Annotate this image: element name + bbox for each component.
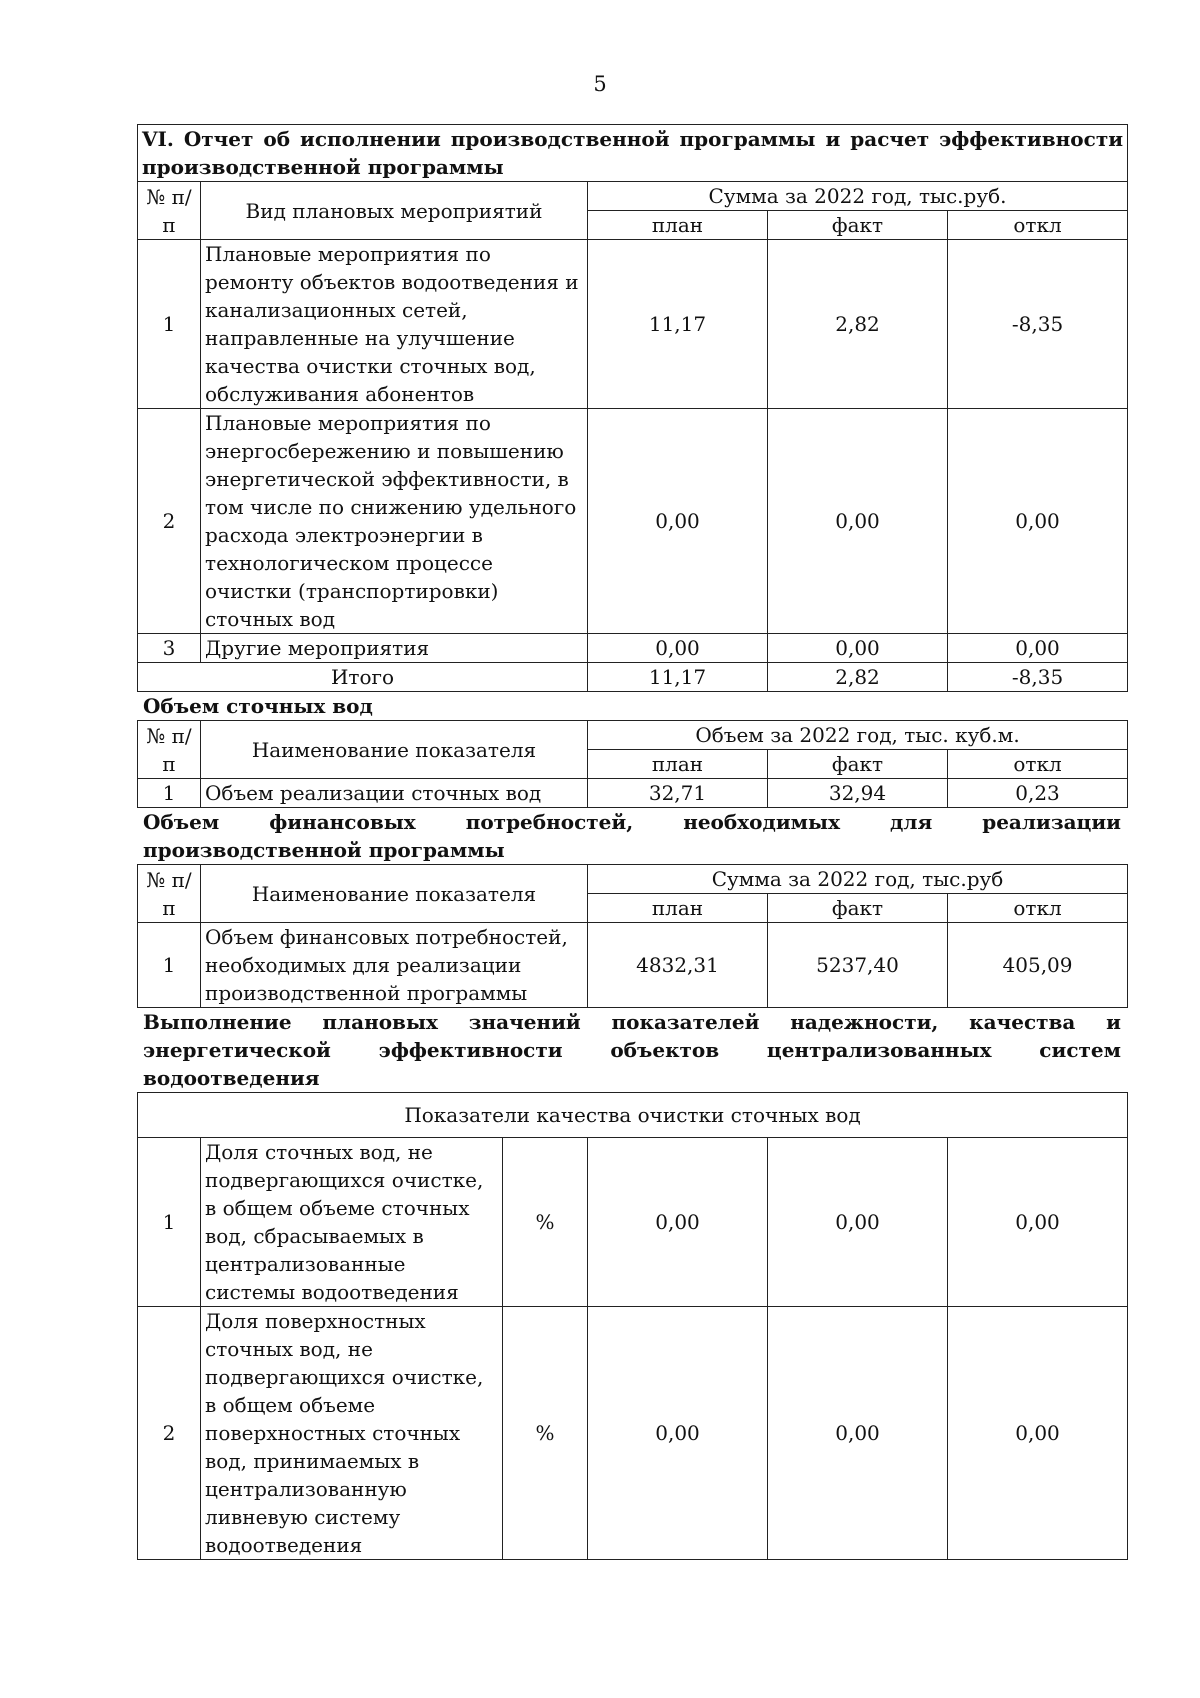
row-deviation: 0,00	[948, 1138, 1128, 1307]
header-fact: факт	[768, 750, 948, 779]
header-number: № п/п	[138, 182, 201, 240]
row-number: 1	[138, 923, 201, 1008]
row-number: 1	[138, 779, 201, 808]
row-plan: 0,00	[588, 409, 768, 634]
row-plan: 0,00	[588, 1138, 768, 1307]
row-name: Объем реализации сточных вод	[201, 779, 588, 808]
header-sum: Сумма за 2022 год, тыс.руб.	[588, 182, 1128, 211]
row-fact: 5237,40	[768, 923, 948, 1008]
row-fact: 0,00	[768, 1307, 948, 1560]
row-plan: 11,17	[588, 240, 768, 409]
header-plan: план	[588, 750, 768, 779]
table-row	[138, 923, 1128, 1008]
row-name: Другие мероприятия	[201, 634, 588, 663]
header-fact: факт	[768, 211, 948, 240]
header-indicator: Наименование показателя	[201, 721, 588, 779]
total-label: Итого	[138, 663, 588, 692]
header-deviation: откл	[948, 211, 1128, 240]
row-deviation: 405,09	[948, 923, 1128, 1008]
total-deviation: -8,35	[948, 663, 1128, 692]
header-fact: факт	[768, 894, 948, 923]
header-number: № п/п	[138, 865, 201, 923]
row-name: Доля сточных вод, не подвергающихся очистке, в общем объеме сточных вод, сбрасываемых в централизованные системы водоотведения	[201, 1138, 503, 1307]
row-number: 1	[138, 240, 201, 409]
row-unit: %	[503, 1307, 588, 1560]
page-number: 5	[593, 72, 607, 96]
row-fact: 0,00	[768, 409, 948, 634]
table-row	[138, 409, 1128, 634]
header-plan: план	[588, 211, 768, 240]
row-deviation: 0,00	[948, 1307, 1128, 1560]
quality-indicators-table	[137, 1092, 1128, 1560]
financial-needs-table	[137, 864, 1128, 1008]
row-deviation: 0,23	[948, 779, 1128, 808]
row-fact: 0,00	[768, 1138, 948, 1307]
row-plan: 0,00	[588, 1307, 768, 1560]
header-number: № п/п	[138, 721, 201, 779]
row-number: 1	[138, 1138, 201, 1307]
production-program-table	[137, 124, 1128, 692]
header-activity: Вид плановых мероприятий	[201, 182, 588, 240]
row-name: Доля поверхностных сточных вод, не подвергающихся очистке, в общем объеме поверхностных сточных вод, принимаемых в централизованную ливневую систему водоотведения	[201, 1307, 503, 1560]
row-fact: 0,00	[768, 634, 948, 663]
table-row	[138, 240, 1128, 409]
header-sum: Сумма за 2022 год, тыс.руб	[588, 865, 1128, 894]
total-row	[138, 663, 1128, 692]
total-plan: 11,17	[588, 663, 768, 692]
table-row	[138, 1138, 1128, 1307]
wastewater-volume-table	[137, 720, 1128, 808]
total-fact: 2,82	[768, 663, 948, 692]
header-deviation: откл	[948, 750, 1128, 779]
row-plan: 0,00	[588, 634, 768, 663]
table-row	[138, 779, 1128, 808]
header-indicator: Наименование показателя	[201, 865, 588, 923]
row-number: 2	[138, 409, 201, 634]
header-deviation: откл	[948, 894, 1128, 923]
volume-title: Объем сточных вод	[143, 694, 373, 718]
row-plan: 4832,31	[588, 923, 768, 1008]
table-row	[138, 1307, 1128, 1560]
table-row	[138, 634, 1128, 663]
row-name: Плановые мероприятия по ремонту объектов водоотведения и канализационных сетей, направленные на улучшение качества очистки сточных вод, обслуживания абонентов	[201, 240, 588, 409]
finance-title: Объем финансовых потребностей, необходимых для реализации производственной программы	[143, 810, 1121, 862]
header-plan: план	[588, 894, 768, 923]
row-number: 2	[138, 1307, 201, 1560]
row-unit: %	[503, 1138, 588, 1307]
section-title: VI. Отчет об исполнении производственной программы и расчет эффективности производственной программы	[138, 125, 1128, 182]
row-deviation: -8,35	[948, 240, 1128, 409]
group-header: Показатели качества очистки сточных вод	[138, 1093, 1128, 1138]
reliability-title: Выполнение плановых значений показателей надежности, качества и энергетической эффективности объектов централизованных систем водоотведения	[143, 1010, 1121, 1090]
row-fact: 2,82	[768, 240, 948, 409]
row-plan: 32,71	[588, 779, 768, 808]
row-deviation: 0,00	[948, 409, 1128, 634]
row-deviation: 0,00	[948, 634, 1128, 663]
row-name: Плановые мероприятия по энергосбережению и повышению энергетической эффективности, в том числе по снижению удельного расхода электроэнергии в технологическом процессе очистки (транспортировки) сточных вод	[201, 409, 588, 634]
row-number: 3	[138, 634, 201, 663]
row-fact: 32,94	[768, 779, 948, 808]
row-name: Объем финансовых потребностей, необходимых для реализации производственной программы	[201, 923, 588, 1008]
document-body	[137, 124, 1127, 1560]
header-volume: Объем за 2022 год, тыс. куб.м.	[588, 721, 1128, 750]
